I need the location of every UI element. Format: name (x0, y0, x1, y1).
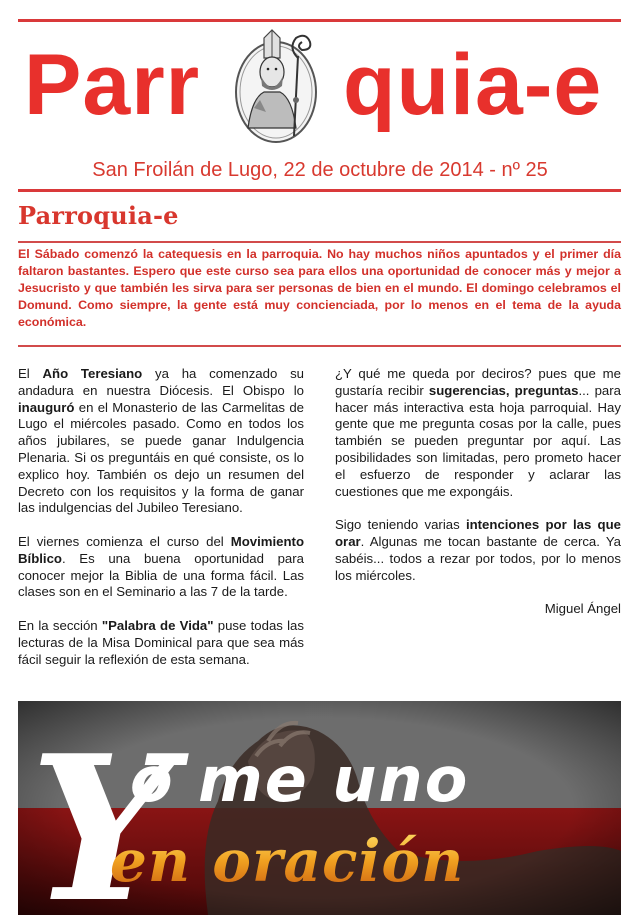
text: Sigo teniendo varias (335, 517, 466, 533)
svg-text:Y: Y (30, 712, 173, 915)
bold-text: Movimiento Bíblico (18, 533, 304, 566)
paragraph-palabra-de-vida (18, 618, 304, 668)
text: en el Monasterio de las Carmelitas de Lugo el miércoles pasado. Como en todos los años jubilares, se puede ganar Indulgencia Plenaria. Si os preguntáis en qué consiste, os lo explico hoy. También os dejo un resumen del Decreto con los requisitos y la forma de ganar las indulgencias del Jubileo Teresiano. (18, 399, 304, 516)
right-column (335, 366, 621, 635)
text: El (18, 366, 43, 381)
left-column (18, 366, 304, 685)
issue-subtitle: San Froilán de Lugo, 22 de octubre de 2014 - nº 25 (92, 159, 548, 181)
bold-text: Año Teresiano (42, 366, 143, 381)
text: . Es una buena oportunidad para conocer mejor la Biblia de una forma fácil. Las clases son en el Seminario a las 7 de la tarde. (18, 550, 304, 600)
text: puse todas las lecturas de la Misa Dominical para que sea más fácil seguir la reflexión de esta semana. (18, 617, 304, 667)
paragraph-intenciones (335, 517, 621, 584)
text: ... para hacer más interactiva esta hoja parroquial. Hay gente que me pregunta cosas por la calle, pues también se pueden preguntar por aquí. Las posibilidades son limitadas, pero prometo hacer el esfuerzo de responder y aclarar las cuestiones que me expongáis. (335, 382, 621, 499)
text: ya ha comenzado su andadura en nuestra Diócesis. El Obispo lo (18, 366, 305, 398)
masthead (18, 20, 621, 150)
bold-text: "Palabra de Vida" (101, 617, 214, 633)
text: . Algunas me tocan bastante de cerca. Ya sabéis... todos a rezar por todos, por lo menos los miércoles. (335, 533, 621, 583)
bold-text: sugerencias, preguntas (428, 382, 579, 398)
subtitle-rule (18, 189, 621, 192)
masthead-title-right: quia-e (343, 37, 603, 133)
praying-hands-icon (18, 701, 621, 915)
text: El viernes comienza el curso del (18, 533, 231, 549)
svg-text:en oración: en oración (110, 827, 465, 895)
signature: Miguel Ángel (544, 601, 621, 617)
section-title-rule (18, 241, 621, 243)
section-title: Parroquia-e (18, 201, 179, 230)
saint-bishop-medallion-icon (230, 28, 326, 146)
text: En la sección (18, 617, 102, 633)
svg-text:o me uno: o me uno (130, 743, 470, 816)
bold-text: inauguró (18, 399, 75, 415)
intro-paragraph: El Sábado comenzó la catequesis en la parroquia. No hay muchos niños apuntados y el primer día faltaron bastantes. Espero que este curso sea para ellos una oportunidad de conocer más y mejor a Jesucristo y que también les sirva para ser personas de bien en el mundo. El domingo celebramos el Domund. Como siempre, la gente está muy concienciada, por lo menos en el tema de la ayuda económica. (18, 247, 621, 329)
yo-me-uno-en-oracion-banner (18, 701, 621, 915)
paragraph-movimiento-biblico (18, 534, 304, 601)
paragraph-ano-teresiano (18, 366, 304, 517)
paragraph-sugerencias (335, 366, 621, 500)
bold-text: intenciones por las que orar (335, 517, 621, 549)
text: ¿Y qué me queda por deciros? pues que me gustaría recibir (335, 366, 621, 398)
masthead-title-left: Parr (24, 37, 201, 133)
intro-rule (18, 345, 621, 347)
